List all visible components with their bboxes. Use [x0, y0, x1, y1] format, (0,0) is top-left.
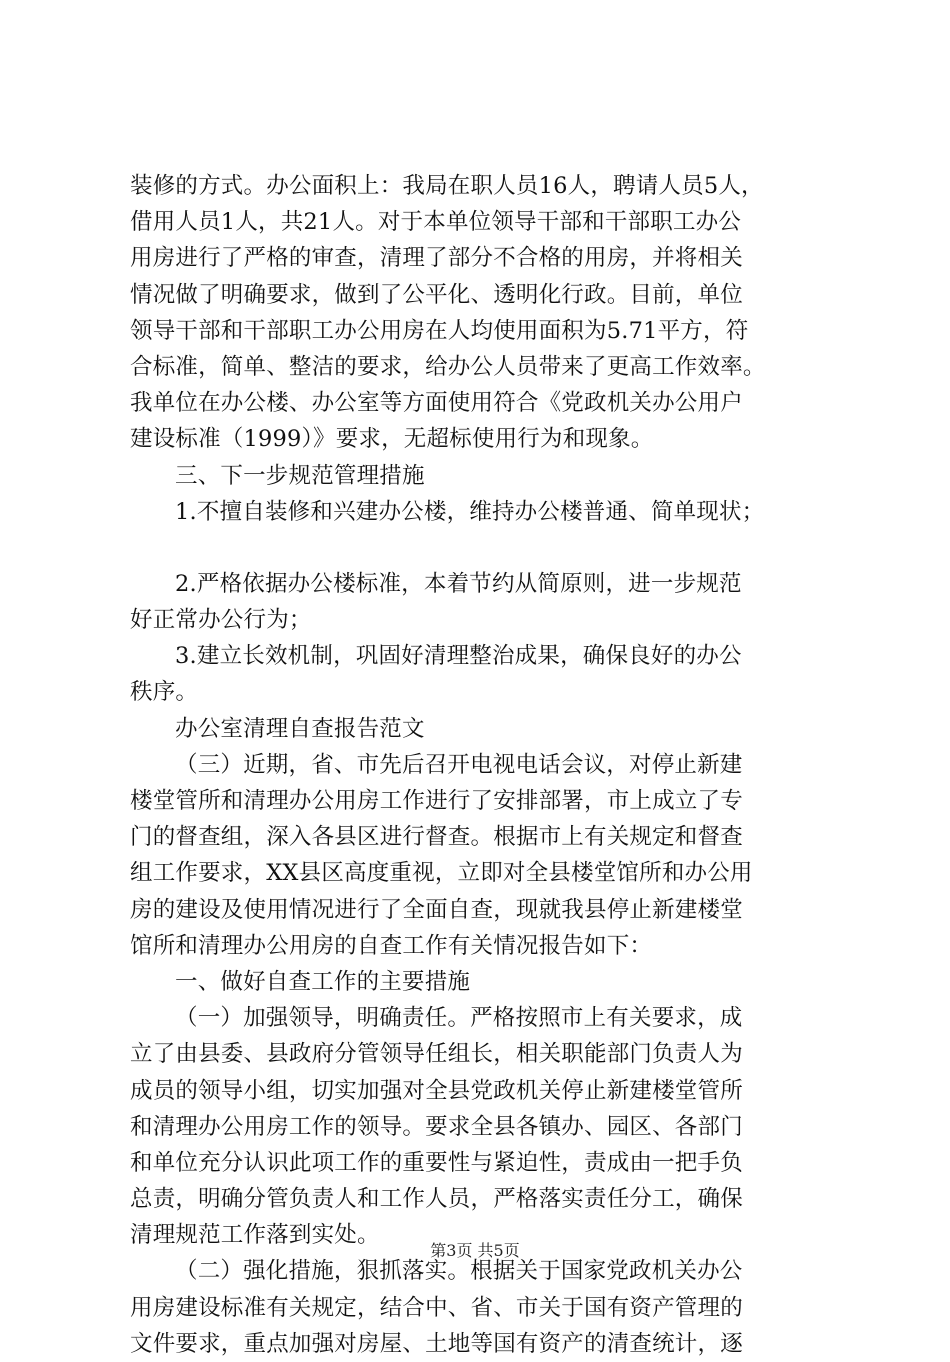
list-item: 1.不擅自装修和兴建办公楼，维持办公楼普通、简单现状；	[175, 498, 765, 525]
section-title: 办公室清理自查报告范文	[175, 715, 425, 742]
text-line: 立了由县委、县政府分管领导任组长，相关职能部门负责人为	[130, 1041, 743, 1068]
section-heading: 一、做好自查工作的主要措施	[175, 968, 471, 995]
text-line: 总责，明确分管负责人和工作人员，严格落实责任分工，确保	[130, 1186, 743, 1213]
document-body	[130, 168, 830, 1362]
text-line: 用房建设标准有关规定，结合中、省、市关于国有资产管理的	[130, 1294, 743, 1321]
list-item: 3.建立长效机制，巩固好清理整治成果，确保良好的办公	[175, 643, 742, 670]
text-line: 成员的领导小组，切实加强对全县党政机关停止新建楼堂管所	[130, 1077, 743, 1104]
text-line: 组工作要求，XX县区高度重视，立即对全县楼堂馆所和办公用	[130, 860, 753, 887]
page-number: 第3页 共5页	[430, 1241, 520, 1260]
text-line: 合标准，简单、整洁的要求，给办公人员带来了更高工作效率。	[130, 353, 766, 380]
text-line: 借用人员1人，共21人。对于本单位领导干部和干部职工办公	[130, 209, 742, 236]
text-line: 馆所和清理办公用房的自查工作有关情况报告如下：	[130, 932, 653, 959]
paragraph-start: （三）近期，省、市先后召开电视电话会议，对停止新建	[175, 751, 743, 778]
paragraph-start: （一）加强领导，明确责任。严格按照市上有关要求，成	[175, 1005, 743, 1032]
text-line: 情况做了明确要求，做到了公平化、透明化行政。目前，单位	[130, 281, 743, 308]
text-line: 楼堂管所和清理办公用房工作进行了安排部署，市上成立了专	[130, 788, 743, 814]
text-line: 秩序。	[130, 679, 199, 706]
text-line: 装修的方式。办公面积上：我局在职人员16人，聘请人员5人，	[130, 173, 764, 199]
text-line: 建设标准（1999）》要求，无超标使用行为和现象。	[130, 426, 654, 453]
text-line: 房的建设及使用情况进行了全面自查，现就我县停止新建楼堂	[130, 896, 743, 923]
text-line: 我单位在办公楼、办公室等方面使用符合《党政机关办公用户	[130, 390, 743, 417]
text-line: 领导干部和干部职工办公用房在人均使用面积为5.71平方，符	[130, 317, 749, 344]
text-line: 清理规范工作落到实处。	[130, 1222, 380, 1249]
text-line: 和单位充分认识此项工作的重要性与紧迫性，责成由一把手负	[130, 1149, 743, 1176]
list-item: 2.严格依据办公楼标准，本着节约从简原则，进一步规范	[175, 570, 742, 597]
text-line: 和清理办公用房工作的领导。要求全县各镇办、园区、各部门	[130, 1113, 743, 1140]
text-line: 文件要求，重点加强对房屋、土地等国有资产的清查统计，逐	[130, 1330, 743, 1357]
text-line: 门的督查组，深入各县区进行督查。根据市上有关规定和督查	[130, 824, 743, 851]
text-line: 好正常办公行为；	[130, 607, 312, 634]
section-heading: 三、下一步规范管理措施	[175, 462, 425, 489]
text-line: 用房进行了严格的审查，清理了部分不合格的用房，并将相关	[130, 245, 743, 272]
paragraph-start: （二）强化措施，狠抓落实。根据关于国家党政机关办公	[175, 1258, 743, 1285]
